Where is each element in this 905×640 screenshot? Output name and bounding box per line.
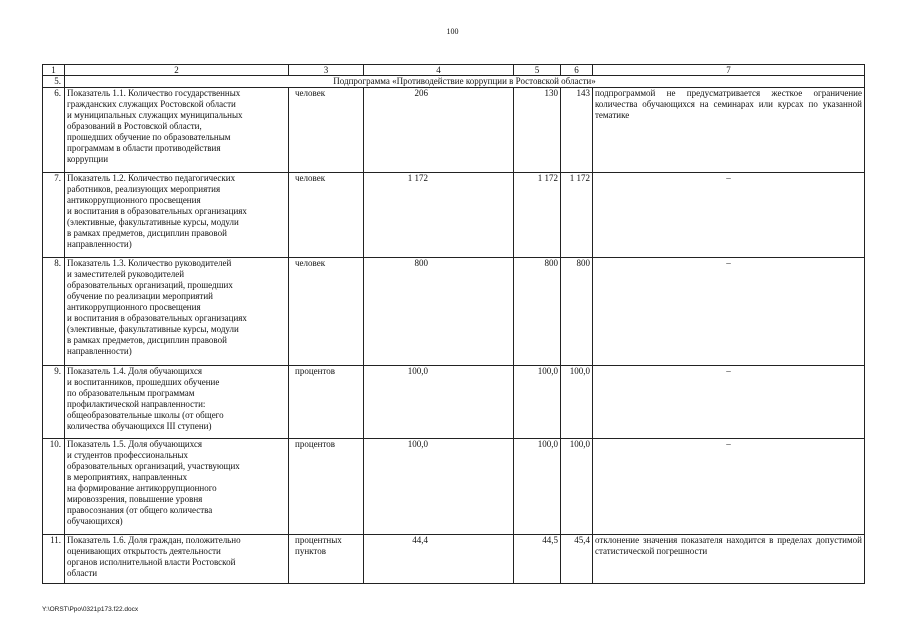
header-col-3: 3 [289, 65, 364, 76]
note: – [593, 366, 865, 439]
subprogram-row [43, 76, 865, 88]
row-number: 10. [43, 439, 65, 535]
row-number: 8. [43, 258, 65, 366]
note: – [593, 258, 865, 366]
value-col4: 100,0 [364, 439, 514, 535]
column-number-header-row [43, 65, 865, 76]
indicators-table [42, 64, 865, 584]
table-row [43, 439, 865, 535]
note: отклонение значения показателя находится в пределах допустимой статистической погрешности [593, 535, 865, 584]
value-col6: 143 [561, 88, 593, 173]
indicator-name: Показатель 1.1. Количество государственных гражданских служащих Ростовской области и муниципальных служащих муниципальных образований в Ростовской области, прошедших обучение по образовательным программам в области противодействия коррупции [65, 88, 289, 173]
unit: процентов [289, 439, 364, 535]
value-col4: 800 [364, 258, 514, 366]
note: подпрограммой не предусматривается жесткое ограничение количества обучающихся на семинарах или курсах по указанной тематике [593, 88, 865, 173]
row-number: 7. [43, 173, 65, 258]
value-col5: 44,5 [514, 535, 561, 584]
subprogram-number: 5. [43, 76, 65, 88]
header-col-2: 2 [65, 65, 289, 76]
table-row [43, 88, 865, 173]
value-col4: 100,0 [364, 366, 514, 439]
page-number: 100 [446, 27, 459, 36]
row-number: 11. [43, 535, 65, 584]
unit: человек [289, 88, 364, 173]
indicator-name: Показатель 1.6. Доля граждан, положительно оценивающих открытость деятельности органов исполнительной власти Ростовской области [65, 535, 289, 584]
value-col4: 1 172 [364, 173, 514, 258]
subprogram-title: Подпрограмма «Противодействие коррупции в Ростовской области» [65, 76, 865, 88]
table-row [43, 258, 865, 366]
table-row [43, 173, 865, 258]
header-col-4: 4 [364, 65, 514, 76]
value-col6: 800 [561, 258, 593, 366]
value-col6: 100,0 [561, 439, 593, 535]
unit: человек [289, 258, 364, 366]
unit: процентных пунктов [289, 535, 364, 584]
value-col5: 130 [514, 88, 561, 173]
value-col5: 800 [514, 258, 561, 366]
unit: человек [289, 173, 364, 258]
indicator-name: Показатель 1.2. Количество педагогических работников, реализующих мероприятия антикоррупционного просвещения и воспитания в образовательных организациях (элективные, факультативные курсы, модули в рамках предметов, дисциплин правовой направленности) [65, 173, 289, 258]
value-col6: 45,4 [561, 535, 593, 584]
note: – [593, 173, 865, 258]
value-col6: 100,0 [561, 366, 593, 439]
value-col5: 100,0 [514, 439, 561, 535]
table-row [43, 535, 865, 584]
value-col5: 1 172 [514, 173, 561, 258]
header-col-6: 6 [561, 65, 593, 76]
value-col6: 1 172 [561, 173, 593, 258]
row-number: 6. [43, 88, 65, 173]
header-col-7: 7 [593, 65, 865, 76]
indicator-name: Показатель 1.4. Доля обучающихся и воспитанников, прошедших обучение по образовательным программам профилактической направленности: общеобразовательные школы (от общего количества обучающихся III ступени) [65, 366, 289, 439]
value-col4: 206 [364, 88, 514, 173]
header-col-5: 5 [514, 65, 561, 76]
header-col-1: 1 [43, 65, 65, 76]
indicator-name: Показатель 1.3. Количество руководителей и заместителей руководителей образовательных организаций, прошедших обучение по реализации мероприятий антикоррупционного просвещения и воспитания в образовательных организациях (элективные, факультативные курсы, модули в рамках предметов, дисциплин правовой направленности) [65, 258, 289, 366]
unit: процентов [289, 366, 364, 439]
note: – [593, 439, 865, 535]
indicator-name: Показатель 1.5. Доля обучающихся и студентов профессиональных образовательных организаций, участвующих в мероприятиях, направленных на формирование антикоррупционного мировоззрения, повышение уровня правосознания (от общего количества обучающихся) [65, 439, 289, 535]
value-col5: 100,0 [514, 366, 561, 439]
file-path-footer: Y:\ORST\Ppo\0321p173.f22.docx [42, 606, 139, 613]
table-row [43, 366, 865, 439]
value-col4: 44,4 [364, 535, 514, 584]
row-number: 9. [43, 366, 65, 439]
